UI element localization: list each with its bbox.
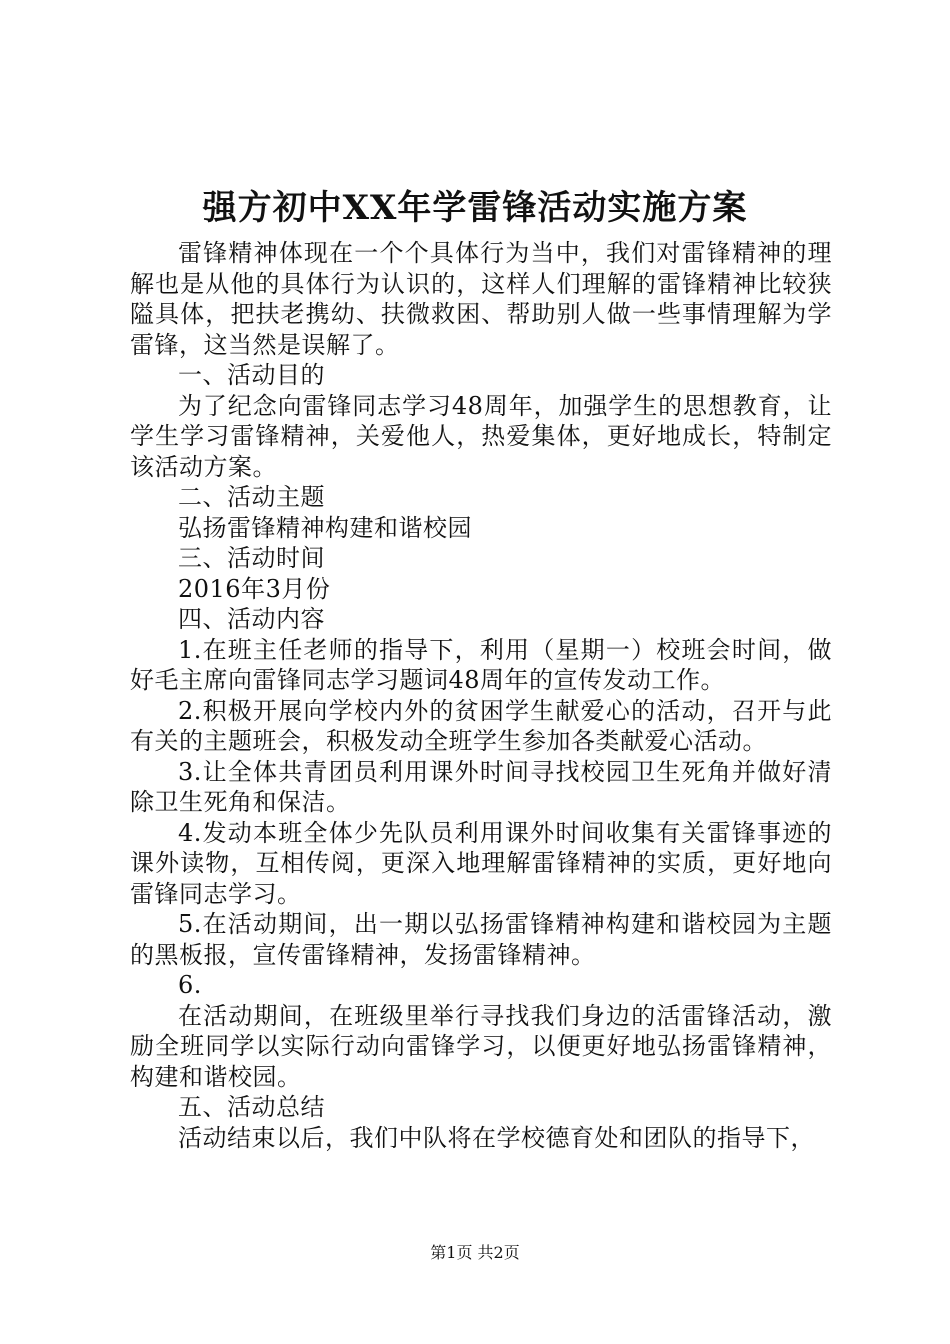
theme-paragraph: 弘扬雷锋精神构建和谐校园 bbox=[178, 513, 472, 542]
content-item-1: 1.在班主任老师的指导下，利用（星期一）校班会时间，做好毛主席向雷锋同志学习题词48周年的宣传发动工作。 bbox=[130, 635, 832, 694]
content-item-4: 4.发动本班全体少先队员利用课外时间收集有关雷锋事迹的课外读物，互相传阅，更深入地理解雷锋精神的实质，更好地向雷锋同志学习。 bbox=[130, 818, 832, 908]
section-heading-content: 四、活动内容 bbox=[178, 605, 325, 633]
content-item-2: 2.积极开展向学校内外的贫困学生献爱心的活动，召开与此有关的主题班会，积极发动全班学生参加各类献爱心活动。 bbox=[130, 696, 832, 755]
document-body bbox=[130, 238, 832, 1153]
content-item-6-number: 6. bbox=[178, 971, 202, 999]
section-heading-purpose: 一、活动目的 bbox=[178, 361, 325, 389]
intro-paragraph: 雷锋精神体现在一个个具体行为当中，我们对雷锋精神的理解也是从他的具体行为认识的，这样人们理解的雷锋精神比较狭隘具体，把扶老携幼、扶微救困、帮助别人做一些事情理解为学雷锋，这当然是误解了。 bbox=[130, 239, 832, 359]
content-item-3: 3.让全体共青团员利用课外时间寻找校园卫生死角并做好清除卫生死角和保洁。 bbox=[130, 757, 832, 816]
document-title: 强方初中XX年学雷锋活动实施方案 bbox=[202, 188, 748, 228]
time-paragraph: 2016年3月份 bbox=[178, 574, 331, 603]
page-footer: 第1页 共2页 bbox=[430, 1243, 520, 1262]
purpose-paragraph: 为了纪念向雷锋同志学习48周年，加强学生的思想教育，让学生学习雷锋精神，关爱他人，热爱集体，更好地成长，特制定该活动方案。 bbox=[130, 391, 832, 481]
summary-paragraph: 活动结束以后，我们中队将在学校德育处和团队的指导下， bbox=[178, 1123, 815, 1152]
section-heading-summary: 五、活动总结 bbox=[178, 1093, 325, 1121]
section-heading-time: 三、活动时间 bbox=[178, 544, 325, 572]
content-item-5: 5.在活动期间，出一期以弘扬雷锋精神构建和谐校园为主题的黑板报，宣传雷锋精神，发扬雷锋精神。 bbox=[130, 910, 832, 969]
section-heading-theme: 二、活动主题 bbox=[178, 483, 325, 511]
content-item-6-text: 在活动期间，在班级里举行寻找我们身边的活雷锋活动，激励全班同学以实际行动向雷锋学习，以便更好地弘扬雷锋精神，构建和谐校园。 bbox=[130, 1001, 832, 1091]
